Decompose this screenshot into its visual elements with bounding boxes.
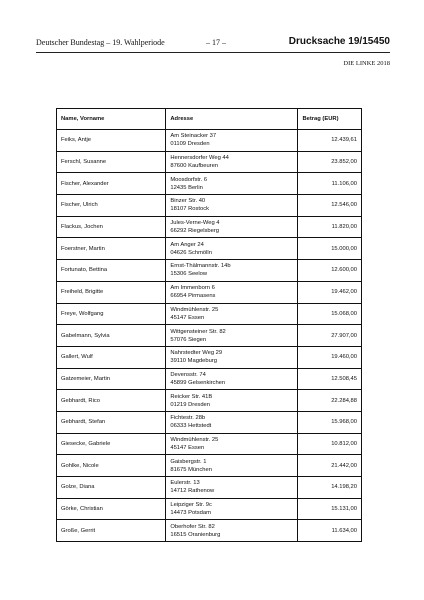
donor-name: Flackus, Jochen <box>57 216 166 238</box>
donation-amount: 12.439,61 <box>298 130 362 152</box>
donation-amount: 14.198,20 <box>298 477 362 499</box>
donor-address <box>166 498 298 520</box>
donor-address <box>166 520 298 542</box>
document-number-value: 15450 <box>362 36 390 47</box>
donation-amount: 23.852,00 <box>298 151 362 173</box>
address-street: Fichtestr. 28b <box>170 415 206 422</box>
donor-address <box>166 195 298 217</box>
address-city: 14712 Rathenow <box>170 488 215 495</box>
table-row <box>57 325 362 347</box>
donor-name: Gebhardt, Stefan <box>57 411 166 433</box>
address-city: 66292 Riegelsberg <box>170 228 220 235</box>
address-city: 01109 Dresden <box>170 141 210 148</box>
donor-address <box>166 390 298 412</box>
donation-amount: 15.068,00 <box>298 303 362 325</box>
address-street: Windmühlenstr. 25 <box>170 306 219 313</box>
column-header-name: Name, Vorname <box>57 109 166 130</box>
address-street: Moosdorfstr. 6 <box>170 176 208 183</box>
donation-amount: 11.106,00 <box>298 173 362 195</box>
table-row <box>57 151 362 173</box>
table-body <box>57 130 362 542</box>
address-city: 81675 München <box>170 466 212 473</box>
donor-name: Giesecke, Gabriele <box>57 433 166 455</box>
donor-name: Ferschl, Susanne <box>57 151 166 173</box>
address-city: 18107 Rostock <box>170 206 210 213</box>
donation-amount: 11.634,00 <box>298 520 362 542</box>
donor-name: Fischer, Ulrich <box>57 195 166 217</box>
donor-address <box>166 411 298 433</box>
address-city: 14473 Potsdam <box>170 510 211 517</box>
address-city: 87600 Kaufbeuren <box>170 163 219 170</box>
donor-address <box>166 151 298 173</box>
donation-amount: 21.442,00 <box>298 455 362 477</box>
donor-name: Gebhardt, Rico <box>57 390 166 412</box>
donor-name: Gabelmann, Sylvia <box>57 325 166 347</box>
address-city: 57076 Siegen <box>170 336 207 343</box>
donor-address <box>166 216 298 238</box>
donation-amount: 10.812,00 <box>298 433 362 455</box>
donor-name: Fortunato, Bettina <box>57 260 166 282</box>
donation-amount: 12.546,00 <box>298 195 362 217</box>
donor-name: Görke, Christian <box>57 498 166 520</box>
table-row <box>57 173 362 195</box>
address-city: 15306 Seelow <box>170 271 208 278</box>
address-city: 45147 Essen <box>170 444 205 451</box>
donor-name: Gohlke, Nicole <box>57 455 166 477</box>
address-street: Nahrstedter Weg 29 <box>170 350 223 357</box>
address-street: Reicker Str. 41B <box>170 393 213 400</box>
donation-amount: 15.000,00 <box>298 238 362 260</box>
donor-address <box>166 238 298 260</box>
address-street: Binzer Str. 40 <box>170 198 206 205</box>
donation-amount: 19.460,00 <box>298 346 362 368</box>
address-street: Oberhofer Str. 82 <box>170 523 215 530</box>
table-row <box>57 130 362 152</box>
table-row <box>57 411 362 433</box>
address-street: Jules-Verne-Weg 4 <box>170 220 220 227</box>
donor-table <box>56 108 362 542</box>
address-city: 04626 Schmölln <box>170 249 212 256</box>
address-city: 16515 Oranienburg <box>170 531 221 538</box>
donor-name: Große, Gerrit <box>57 520 166 542</box>
table-row <box>57 455 362 477</box>
table-row <box>57 303 362 325</box>
column-header-address: Adresse <box>166 109 298 130</box>
document-label: Drucksache 19/ <box>288 36 363 47</box>
address-city: 45899 Gelsenkirchen <box>170 379 226 386</box>
donor-address <box>166 346 298 368</box>
donor-address <box>166 455 298 477</box>
address-street: Am Immenborn 6 <box>170 285 215 292</box>
donor-address <box>166 303 298 325</box>
table-row <box>57 390 362 412</box>
address-street: Hennersdorfer Weg 44 <box>170 155 229 162</box>
donor-name: Fischer, Alexander <box>57 173 166 195</box>
table-row <box>57 477 362 499</box>
parliament-period: Deutscher Bundestag – 19. Wahlperiode <box>36 38 165 47</box>
donation-amount: 15.131,00 <box>298 498 362 520</box>
address-city: 66954 Pirmasens <box>170 293 216 300</box>
address-city: 01219 Dresden <box>170 401 210 408</box>
party-year: DIE LINKE 2018 <box>343 60 390 67</box>
address-city: 06333 Hettstedt <box>170 423 212 430</box>
donation-amount: 22.284,88 <box>298 390 362 412</box>
address-street: Wittgensteiner Str. 82 <box>170 328 226 335</box>
donation-amount: 27.907,00 <box>298 325 362 347</box>
address-street: Ernst-Thälmannstr. 14b <box>170 263 231 270</box>
table-row <box>57 520 362 542</box>
page-header <box>36 38 390 53</box>
donor-name: Freiheld, Brigitte <box>57 281 166 303</box>
address-street: Leipziger Str. 9c <box>170 502 212 509</box>
donation-amount: 11.820,00 <box>298 216 362 238</box>
address-street: Am Steinacker 37 <box>170 133 217 140</box>
table-row <box>57 260 362 282</box>
donation-amount: 12.508,45 <box>298 368 362 390</box>
address-city: 45147 Essen <box>170 314 205 321</box>
donor-name: Gallert, Wulf <box>57 346 166 368</box>
table-row <box>57 195 362 217</box>
donor-name: Foerstner, Martin <box>57 238 166 260</box>
address-street: Devensstr. 74 <box>170 371 206 378</box>
donor-name: Freye, Wolfgang <box>57 303 166 325</box>
donation-amount: 12.600,00 <box>298 260 362 282</box>
donor-address <box>166 260 298 282</box>
page-number: – 17 – <box>206 38 226 47</box>
table-row <box>57 281 362 303</box>
address-city: 12435 Berlin <box>170 184 203 191</box>
table-row <box>57 238 362 260</box>
donor-name: Feiks, Antje <box>57 130 166 152</box>
donor-address <box>166 130 298 152</box>
table-row <box>57 346 362 368</box>
donor-address <box>166 368 298 390</box>
donor-address <box>166 173 298 195</box>
donor-address <box>166 325 298 347</box>
donor-name: Gatzemeier, Martin <box>57 368 166 390</box>
table-header-row <box>57 109 362 130</box>
address-street: Windmühlenstr. 25 <box>170 436 219 443</box>
table-row <box>57 433 362 455</box>
donor-address <box>166 477 298 499</box>
table-row <box>57 498 362 520</box>
address-street: Am Anger 24 <box>170 241 204 248</box>
document-number <box>289 36 390 47</box>
address-street: Eulerstr. 13 <box>170 480 200 487</box>
address-city: 39110 Magdeburg <box>170 358 217 365</box>
table-row <box>57 216 362 238</box>
donor-address <box>166 433 298 455</box>
donor-name: Golze, Diana <box>57 477 166 499</box>
donor-address <box>166 281 298 303</box>
donation-amount: 15.968,00 <box>298 411 362 433</box>
column-header-amount: Betrag (EUR) <box>298 109 362 130</box>
donation-amount: 19.462,00 <box>298 281 362 303</box>
table-row <box>57 368 362 390</box>
address-street: Gaisbergstr. 1 <box>170 458 207 465</box>
